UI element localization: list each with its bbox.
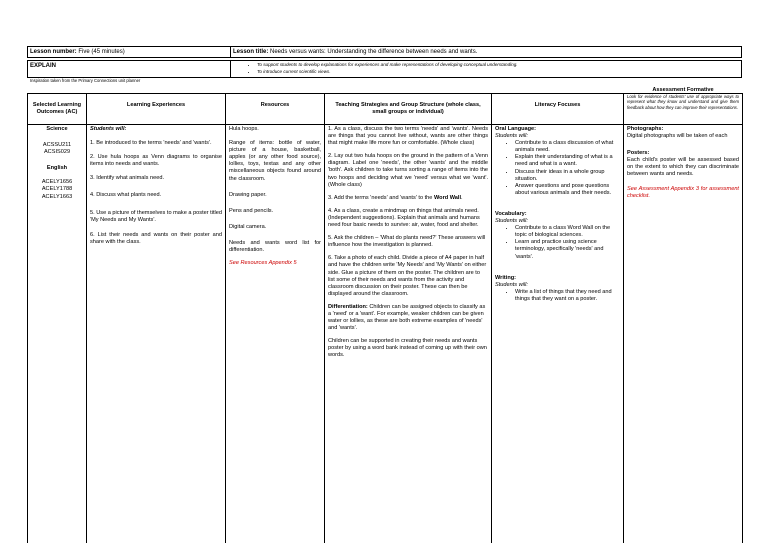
resource-item: Drawing paper. — [229, 191, 267, 198]
oral-item: • Answer questions and pose questions about various animals and their needs. — [515, 183, 620, 197]
lesson-number-label: Lesson number: — [30, 49, 77, 55]
oral-intro: Students will: — [495, 133, 528, 140]
lesson-number-value: Five (45 minutes) — [78, 49, 125, 55]
writing-heading: Writing: — [495, 274, 517, 281]
aim-item: • To introduce current scientific views. — [257, 68, 739, 75]
english-label: English — [46, 165, 68, 172]
english-code: ACELY1663 — [41, 193, 73, 200]
strategy-item: 2. Lay out two hula hoops on the ground in the pattern of a Venn diagram. Label one 'needs', the other 'wants' and the middle 'both'. Ask children to take turns sorting a range of items into the two hoops and deciding what we 'need' versus what we 'want'. (Whole class) — [328, 153, 488, 188]
header-assessment-cell — [624, 86, 742, 112]
english-code: ACELY1788 — [41, 186, 73, 193]
english-code: ACELY1656 — [41, 179, 73, 186]
oral-heading: Oral Language: — [495, 126, 537, 132]
experience-item: 6. List their needs and wants on their poster and share with the class. — [90, 231, 222, 245]
strategy-item: Children can be supported in creating their needs and wants poster by using a word bank instead of coming up with their own words. — [328, 338, 487, 359]
header-resources: Resources — [260, 102, 290, 108]
strategy-item: 6. Take a photo of each child. Divide a piece of A4 paper in half and have the children write 'My Needs' and 'My Wants' on either side. Glue a picture of them on the poster. The children are to list some of their needs and wants from the activity and classroom discussion on their poster. These can then be displayed around the classroom. — [328, 255, 487, 297]
vocab-intro: Students will: — [495, 218, 528, 225]
literacy-cell — [492, 124, 623, 305]
experience-item: 5. Use a picture of themselves to make a poster titled 'My Needs and My Wants'. — [90, 209, 222, 223]
header-literacy: Literacy Focuses — [534, 102, 581, 108]
resource-item: Pens and pencils. — [229, 207, 274, 214]
resource-item: Range of items: bottle of water, picture of a house, basketball, apples (or any other food source), lollies, toys, textas and any other miscellaneous objects found around the classroom. — [229, 140, 321, 182]
experience-item: 4. Discuss what plants need. — [90, 192, 162, 199]
header-experiences: Learning Experiences — [126, 102, 186, 108]
aim-item: • To support students to develop explanations for experiences and make representations of developing conceptual understanding. — [257, 61, 739, 68]
lesson-title-box — [230, 46, 742, 58]
oral-item: • Discuss their ideas in a whole group situation. — [515, 169, 620, 183]
assessment-appendix: See Assessment Appendix 3 for assessment checklist. — [627, 185, 739, 199]
vocab-item: • Learn and practice using science terminology, specifically 'needs' and 'wants'. — [515, 239, 620, 260]
resources-appendix: See Resources Appendix 5 — [229, 260, 297, 267]
resources-cell — [226, 124, 324, 269]
word-wall-term: Word Wall — [433, 194, 462, 201]
writing-item: • Write a list of things that they need and things that they want on a poster. — [515, 289, 620, 303]
vocab-heading: Vocabulary: — [495, 210, 527, 217]
vocab-item: • Contribute to a class Word Wall on the topic of biological sciences. — [515, 225, 620, 239]
science-code: ACSIS029 — [43, 149, 71, 156]
experiences-intro: Students will: — [90, 126, 127, 132]
lesson-title-value: Needs versus wants: Understanding the difference between needs and wants. — [270, 49, 478, 55]
aims-box — [230, 60, 742, 78]
header-strategies: Teaching Strategies and Group Structure (whole class, small groups or individual) — [335, 102, 481, 116]
resource-item: Needs and wants word list for differentiation. — [229, 239, 321, 254]
header-assessment-note: Look for evidence of students' use of appropriate ways to represent what they know and understand and give them feedback about how they can improve their representations. — [627, 94, 739, 110]
writing-intro: Students will: — [495, 281, 528, 288]
experience-item: 3. Identify what animals need. — [90, 175, 165, 182]
phase-label: EXPLAIN — [30, 63, 57, 69]
experience-item: 1. Be introduced to the terms 'needs' and 'wants'. — [90, 140, 212, 147]
strategy-item: 3. Add the terms 'needs' and 'wants' to the — [328, 194, 433, 201]
lesson-number-box — [27, 46, 231, 58]
outcomes-cell — [28, 124, 86, 203]
header-outcomes: Selected Learning Outcomes (AC) — [32, 102, 82, 116]
resource-item: Digital camera. — [229, 223, 267, 230]
oral-item: • Explain their understanding of what is a need and what is a want. — [515, 154, 620, 168]
strategy-item-3: 3. Add the terms 'needs' and 'wants' to the Word Wall. — [328, 194, 463, 201]
strategy-item: 5. Ask the children – 'What do plants need?' These answers will influence how the investigation is planned. — [328, 235, 486, 249]
photos-heading: Photographs: — [627, 126, 664, 132]
strategy-item: Children can be assigned objects to classify as a 'need' or a 'want'. For example, weaker children can be given water or lollies, as these are both extreme examples of 'needs' and 'wants'. — [328, 303, 486, 332]
strategy-item: 4. As a class, create a mindmap on things that animals need. (Independent suggestions). Explain that animals and humans need four basic needs to survive: air, water, food and shelter. — [328, 207, 480, 229]
differentiation-label: Differentiation: — [328, 303, 368, 310]
assessment-cell — [624, 124, 742, 202]
phase-box — [27, 60, 231, 78]
resource-item: Hula hoops. — [229, 126, 259, 132]
header-assessment: Assessment Formative — [652, 87, 714, 93]
strategy-item: 1. As a class, discuss the two terms 'needs' and 'wants'. Needs are things that you cannot live without, wants are other things that might make life more fun or comfortable. (Whole class) — [328, 126, 488, 147]
source-note: Inspiration taken from the Primary Connections unit planner — [30, 78, 141, 83]
posters-heading: Posters: — [627, 150, 650, 157]
lesson-title-label: Lesson title: — [233, 49, 269, 55]
differentiation-block — [328, 304, 488, 332]
experience-item: 2. Use hula hoops as Venn diagrams to organise items into needs and wants. — [90, 154, 222, 168]
photos-text: Digital photographs will be taken of each — [627, 133, 728, 140]
science-code: ACSSU211 — [42, 142, 72, 149]
science-label: Science — [46, 126, 68, 132]
oral-item: • Contribute to a class discussion of what animals need. — [515, 140, 620, 154]
posters-text: Each child's poster will be assessed based on the extent to which they can discriminate between wants and needs. — [627, 157, 739, 178]
strategies-cell — [325, 124, 491, 367]
experiences-cell — [87, 124, 225, 253]
